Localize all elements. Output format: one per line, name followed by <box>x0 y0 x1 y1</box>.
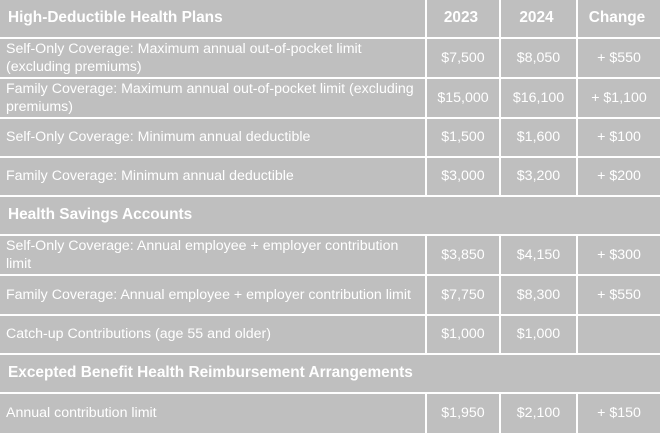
column-header-change: Change <box>578 0 660 39</box>
value-change <box>578 316 660 355</box>
value-change: + $550 <box>578 276 660 316</box>
hsa-section-title: Health Savings Accounts <box>0 197 660 236</box>
value-2024: $2,100 <box>501 394 578 433</box>
value-2023: $1,000 <box>427 316 501 355</box>
ebhra-section-title: Excepted Benefit Health Reimbursement Arrangements <box>0 355 660 394</box>
value-2024: $1,000 <box>501 316 578 355</box>
value-2023: $1,500 <box>427 119 501 158</box>
row-label: Self-Only Coverage: Annual employee + employer contribution limit <box>0 236 427 276</box>
row-label: Annual contribution limit <box>0 394 427 433</box>
table-row <box>0 276 660 316</box>
row-label: Self-Only Coverage: Maximum annual out-of-pocket limit (excluding premiums) <box>0 39 427 79</box>
value-2024: $8,050 <box>501 39 578 79</box>
row-label: Catch-up Contributions (age 55 and older) <box>0 316 427 355</box>
column-header-2024: 2024 <box>501 0 578 39</box>
value-change: + $300 <box>578 236 660 276</box>
value-2024: $16,100 <box>501 79 578 119</box>
table-row <box>0 158 660 197</box>
table-row <box>0 39 660 79</box>
value-2023: $1,950 <box>427 394 501 433</box>
row-label: Family Coverage: Annual employee + employer contribution limit <box>0 276 427 316</box>
row-label: Family Coverage: Minimum annual deductible <box>0 158 427 197</box>
value-change: + $200 <box>578 158 660 197</box>
value-2024: $4,150 <box>501 236 578 276</box>
table-row <box>0 236 660 276</box>
table-row <box>0 119 660 158</box>
value-2023: $3,850 <box>427 236 501 276</box>
table-row <box>0 79 660 119</box>
value-2024: $3,200 <box>501 158 578 197</box>
value-2024: $8,300 <box>501 276 578 316</box>
table-header-row <box>0 0 660 39</box>
value-change: + $100 <box>578 119 660 158</box>
value-change: + $1,100 <box>578 79 660 119</box>
section-header-row <box>0 197 660 236</box>
row-label: Family Coverage: Maximum annual out-of-pocket limit (excluding premiums) <box>0 79 427 119</box>
column-header-2023: 2023 <box>427 0 501 39</box>
value-change: + $150 <box>578 394 660 433</box>
value-2023: $15,000 <box>427 79 501 119</box>
value-2023: $3,000 <box>427 158 501 197</box>
value-2023: $7,500 <box>427 39 501 79</box>
table-row <box>0 316 660 355</box>
value-2023: $7,750 <box>427 276 501 316</box>
table-row <box>0 394 660 433</box>
row-label: Self-Only Coverage: Minimum annual deductible <box>0 119 427 158</box>
value-2024: $1,600 <box>501 119 578 158</box>
section-header-row <box>0 355 660 394</box>
value-change: + $550 <box>578 39 660 79</box>
hdhp-section-title: High-Deductible Health Plans <box>0 0 427 39</box>
